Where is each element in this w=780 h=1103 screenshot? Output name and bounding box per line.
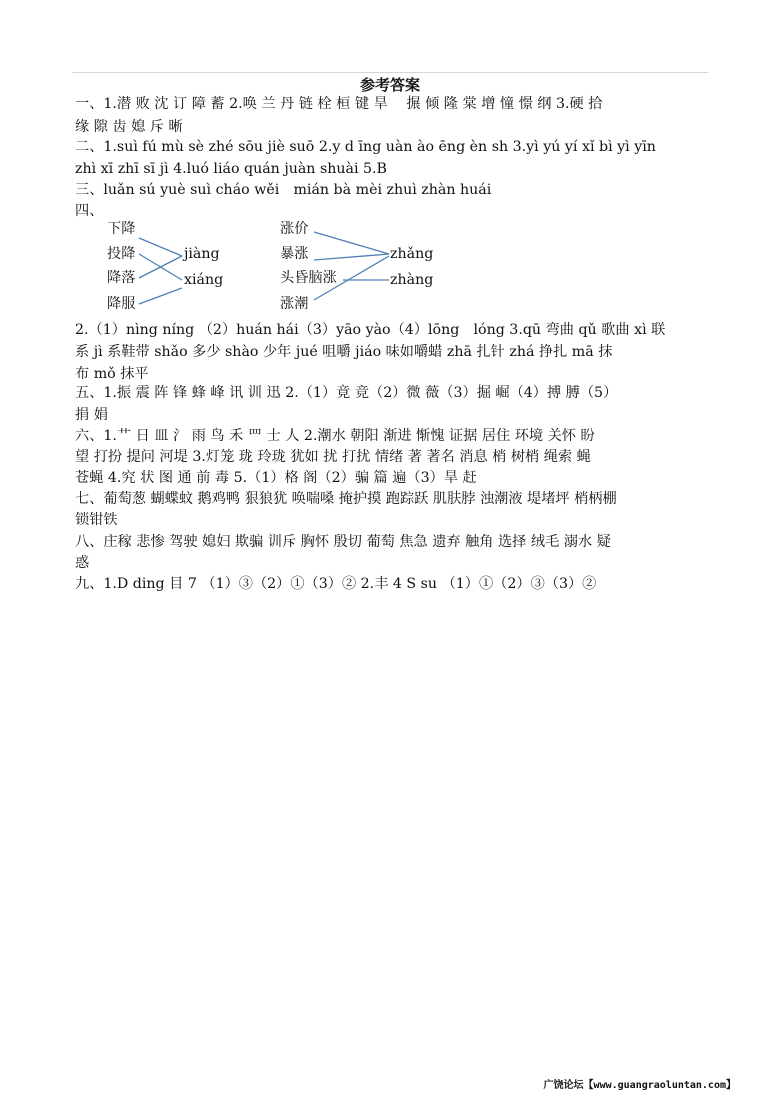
match-word: 暴涨 xyxy=(280,246,309,262)
answer-line-2: 缘 隙 齿 媳 斥 晰 xyxy=(75,119,183,135)
match-word: 头昏脑涨 xyxy=(280,270,337,286)
page-title: 参考答案 xyxy=(359,76,420,94)
answer-line-17: 八、庄稼 悲惨 驾驶 媳妇 欺骗 训斥 胸怀 殷切 葡萄 焦急 遗弃 触角 选择 绒毛 溺水 疑 xyxy=(75,534,611,550)
match-word: 降落 xyxy=(107,270,136,286)
answer-line-4: zhì xī zhī sī jì 4.luó liáo quán juàn shuài 5.B xyxy=(75,161,387,177)
connector-line xyxy=(139,238,182,256)
match-word: 降服 xyxy=(107,296,136,312)
connector-line xyxy=(139,288,182,304)
answer-line-16: 锁钳铁 xyxy=(75,512,118,528)
answer-line-18: 惑 xyxy=(75,555,90,571)
match-reading: zhǎng xyxy=(390,246,434,262)
answer-line-19: 九、1.D ding 目 7 （1）③（2）①（3）② 2.丰 4 S su （1）①（2）③（3）② xyxy=(75,576,597,592)
match-reading: xiáng xyxy=(184,272,224,288)
answer-line-9: 布 mǒ 抹平 xyxy=(75,366,149,382)
answer-line-7: 2.（1）nìng níng （2）huán hái（3）yāo yào（4）lōng lóng 3.qū 弯曲 qǔ 歌曲 xì 联 xyxy=(75,322,666,338)
answer-line-3: 二、1.suì fú mù sè zhé sōu jiè suō 2.y d īng uàn ào ēng èn sh 3.yì yú yí xǐ bì yì yīn xyxy=(75,139,656,155)
answer-line-11: 捐 娟 xyxy=(75,407,108,423)
connector-line xyxy=(314,232,389,254)
answer-line-14: 苍蝇 4.究 状 图 通 前 毒 5.（1）格 阁（2）骗 篇 遍（3）旱 赶 xyxy=(75,470,477,486)
connector-line xyxy=(139,256,182,278)
match-reading: zhàng xyxy=(390,272,434,288)
answer-line-6: 四、 xyxy=(75,203,104,219)
match-word: 涨潮 xyxy=(280,296,309,312)
match-word: 下降 xyxy=(107,221,136,237)
answer-line-12: 六、1.艹 日 皿 氵 雨 鸟 禾 罒 士 人 2.潮水 朝阳 渐进 惭愧 证据 居住 环境 关怀 盼 xyxy=(75,428,595,444)
match-reading: jiàng xyxy=(184,246,220,262)
connector-line xyxy=(314,254,389,260)
match-word: 涨价 xyxy=(280,221,309,237)
answer-line-13: 望 打扮 提问 河堤 3.灯笼 珑 玲珑 犹如 扰 打扰 情绪 著 著名 消息 梢 树梢 绳索 蝇 xyxy=(75,449,591,465)
answer-line-5: 三、luǎn sú yuè suì cháo wěi mián bà mèi zhuì zhàn huái xyxy=(75,182,492,198)
answer-line-10: 五、1.振 震 阵 锋 蜂 峰 讯 训 迅 2.（1）竟 竞（2）微 薇（3）掘 崛（4）搏 膊（5） xyxy=(75,385,618,401)
answer-line-1: 一、1.潜 败 沈 订 障 蓄 2.唤 兰 丹 链 栓 桓 键 旱 搌 倾 隆 棠 增 憧 憬 纲 3.硬 拾 xyxy=(75,96,603,112)
site-footer: 广饶论坛【www.guangraoluntan.com】 xyxy=(543,1080,736,1091)
answer-line-8: 系 jì 系鞋带 shǎo 多少 shào 少年 jué 咀嚼 jiáo 味如嚼蜡 zhā 扎针 zhá 挣扎 mā 抹 xyxy=(75,344,613,360)
answer-line-15: 七、葡萄葱 蝴蝶蚊 鹅鸡鸭 狠狼犹 唤喘嗓 掩护摸 跑踪跃 肌肤脖 浊潮液 堤堵坪 梢柄棚 xyxy=(75,491,617,507)
match-word: 投降 xyxy=(107,246,136,262)
connector-line xyxy=(314,256,389,300)
